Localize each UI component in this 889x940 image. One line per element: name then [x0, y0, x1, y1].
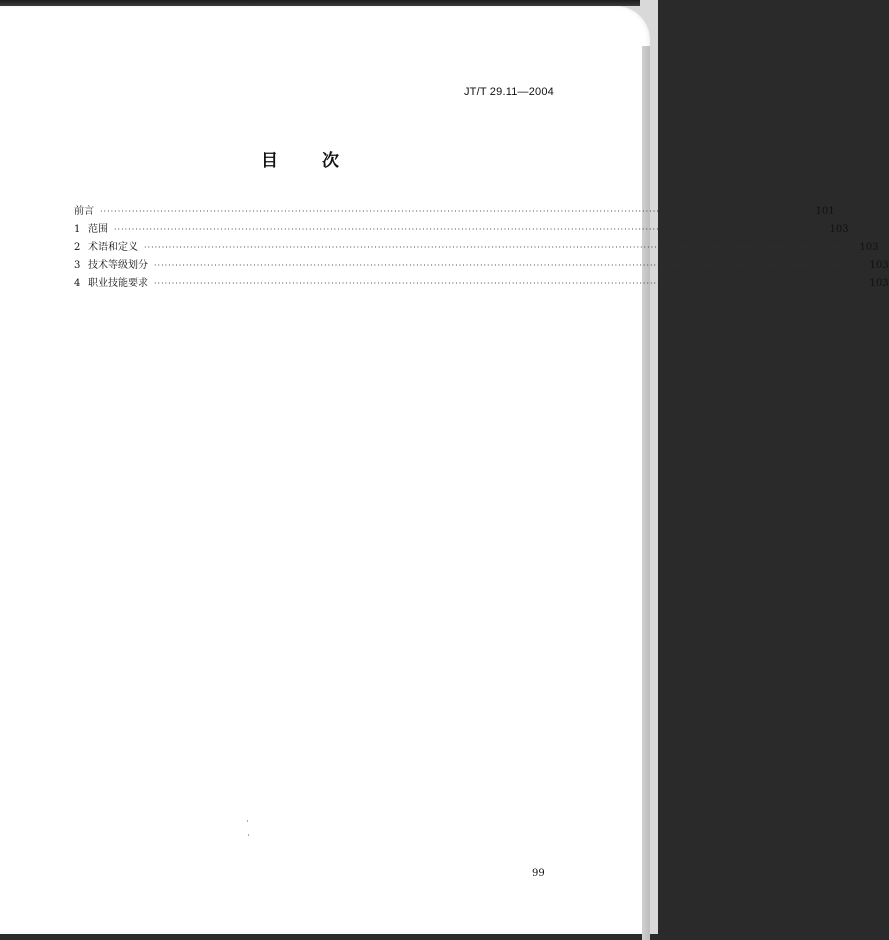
toc-entry-number: 4 [74, 278, 81, 289]
toc-leader-dots: ········································································································································································································ [154, 279, 863, 288]
toc-entry-label: 前言 [74, 206, 94, 217]
table-of-contents [74, 203, 889, 293]
toc-entry-label: 范围 [88, 224, 108, 235]
toc-entry-page: 103 [869, 278, 889, 289]
toc-title-part: 次 [321, 151, 339, 171]
toc-leader-dots: ········································································································································································································ [154, 261, 863, 270]
toc-entry-foreword[interactable] [74, 203, 835, 221]
toc-entry-number: 3 [74, 260, 81, 271]
toc-leader-dots: ········································································································································································································ [100, 207, 809, 216]
toc-entry-page: 103 [869, 260, 889, 271]
scan-speck [248, 834, 249, 836]
page-number: 99 [532, 868, 545, 879]
toc-entry-grades[interactable] [74, 257, 889, 275]
toc-entry-terms[interactable] [74, 239, 879, 257]
page-right-edge [642, 46, 650, 940]
toc-entry-requirements[interactable] [74, 275, 889, 293]
toc-entry-number: 2 [74, 242, 81, 253]
toc-entry-page: 101 [815, 206, 835, 217]
toc-leader-dots: ········································································································································································································ [114, 225, 823, 234]
toc-entry-label: 职业技能要求 [88, 278, 148, 289]
toc-entry-page: 103 [859, 242, 879, 253]
toc-entry-label: 技术等级划分 [88, 260, 148, 271]
standard-code: JT/T 29.11—2004 [463, 86, 554, 98]
toc-title-part: 目 [261, 151, 279, 171]
scan-speck [247, 820, 248, 822]
toc-entry-label: 术语和定义 [88, 242, 138, 253]
toc-leader-dots: ········································································································································································································ [144, 243, 853, 252]
toc-entry-number: 1 [74, 224, 81, 235]
toc-title [0, 146, 600, 171]
toc-entry-scope[interactable] [74, 221, 849, 239]
toc-entry-page: 103 [829, 224, 849, 235]
